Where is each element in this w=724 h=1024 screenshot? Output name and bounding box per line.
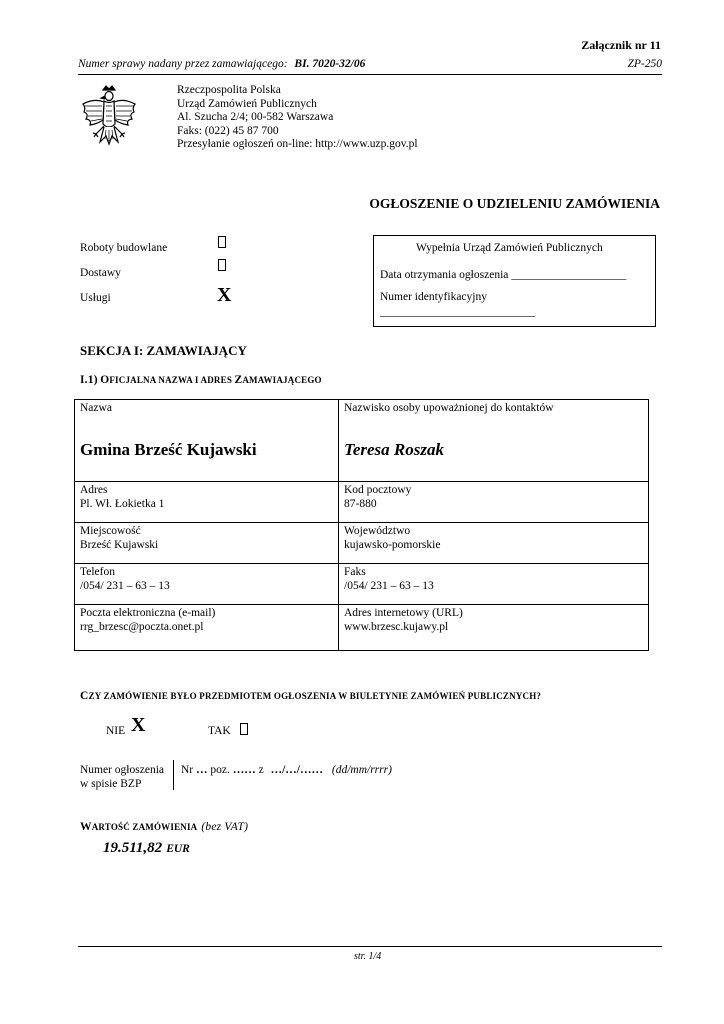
contract-value-note: (bez VAT) <box>201 821 249 833</box>
subtitle-cap: O <box>100 374 110 386</box>
table-row <box>75 523 649 564</box>
contract-value-text: ARTOŚĆ ZAMÓWIENIA <box>91 822 197 832</box>
order-type-uslugi-label: Usługi <box>80 292 111 304</box>
bzp-question-text: ZY ZAMÓWIENIE BYŁO PRZEDMIOTEM OGŁOSZENIA W BIULETYNIE ZAMÓWIEŃ PUBLICZNYCH? <box>88 691 542 701</box>
postal-cell <box>339 482 649 523</box>
contract-currency: EUR <box>166 843 190 855</box>
bzp-notice-date-format: (dd/mm/rrrr) <box>331 764 392 776</box>
office-box-id-line: ___________________________ <box>380 306 536 318</box>
name-label: Nazwa <box>80 402 112 414</box>
uslugi-selected-mark[interactable]: X <box>217 284 232 306</box>
page-title: OGŁOSZENIE O UDZIELENIU ZAMÓWIENIA <box>369 196 660 211</box>
table-row <box>75 482 649 523</box>
polish-eagle-emblem-icon <box>80 84 138 159</box>
email-cell <box>75 605 339 651</box>
bzp-question-cap: C <box>80 690 89 702</box>
contracting-authority-table <box>74 399 649 651</box>
form-code: ZP-250 <box>627 58 662 70</box>
bzp-notice-divider <box>173 760 174 790</box>
page-number: str. 1/4 <box>354 951 382 962</box>
fax-cell <box>339 564 649 605</box>
section-1-subtitle <box>80 374 322 386</box>
header-rule <box>78 74 662 75</box>
case-number-label: Numer sprawy nadany przez zamawiającego: <box>78 58 288 70</box>
case-number-value: BI. 7020-32/06 <box>294 58 366 70</box>
fax-label: Faks <box>344 566 366 578</box>
contract-value-cap: W <box>80 821 92 833</box>
contact-value: Teresa Roszak <box>344 439 444 459</box>
subtitle-cap: Z <box>234 374 243 386</box>
postal-value: 87-880 <box>344 497 377 510</box>
bzp-notice-nr: Nr <box>181 764 194 776</box>
contact-cell <box>339 400 649 482</box>
case-number-line <box>78 58 365 70</box>
table-row <box>75 400 649 482</box>
bzp-question <box>80 690 541 702</box>
province-cell <box>339 523 649 564</box>
email-value: rrg_brzesc@poczta.onet.pl <box>80 620 204 633</box>
subtitle-number: I.1) <box>80 374 98 386</box>
bzp-notice-label-line: w spisie BZP <box>80 778 142 790</box>
bzp-tak-checkbox[interactable] <box>240 723 248 735</box>
office-box-received-date: Data otrzymania ogłoszenia ____________________ <box>380 269 627 281</box>
email-label: Poczta elektroniczna (e-mail) <box>80 607 216 619</box>
name-cell <box>75 400 339 482</box>
postal-label: Kod pocztowy <box>344 484 412 496</box>
phone-value: /054/ 231 – 63 – 13 <box>80 579 170 592</box>
url-label: Adres internetowy (URL) <box>344 607 463 619</box>
bzp-nie-mark[interactable]: X <box>131 714 146 736</box>
province-value: kujawsko-pomorskie <box>344 538 441 551</box>
phone-label: Telefon <box>80 566 115 578</box>
url-value: www.brzesc.kujawy.pl <box>344 620 449 633</box>
subtitle-text: FICJALNA NAZWA I ADRES <box>109 375 235 385</box>
name-value: Gmina Brześć Kujawski <box>80 439 257 459</box>
order-type-roboty-label: Roboty budowlane <box>80 242 168 254</box>
subtitle-text: AMAWIAJĄCEGO <box>242 375 322 385</box>
contract-value-label <box>80 821 248 833</box>
office-line: Faks: (022) 45 87 700 <box>177 124 279 137</box>
bzp-notice-z: z <box>258 764 264 776</box>
office-line: Al. Szucha 2/4; 00-582 Warszawa <box>177 111 334 123</box>
attachment-number: Załącznik nr 11 <box>581 38 661 52</box>
office-box-id-label: Numer identyfikacyjny <box>380 291 487 303</box>
office-line: Urząd Zamówień Publicznych <box>177 97 317 110</box>
bzp-nie-label: NIE <box>106 725 126 737</box>
bzp-notice-poz: poz. <box>210 764 230 776</box>
bzp-notice-dots: … <box>196 764 208 776</box>
city-cell <box>75 523 339 564</box>
dostawy-checkbox[interactable] <box>218 259 226 271</box>
address-cell <box>75 482 339 523</box>
contract-value-amount <box>103 839 190 857</box>
section-1-title: SEKCJA I: ZAMAWIAJĄCY <box>80 343 247 358</box>
province-label: Województwo <box>344 525 411 537</box>
table-row <box>75 564 649 605</box>
city-label: Miejscowość <box>80 525 141 537</box>
office-box-heading: Wypełnia Urząd Zamówień Publicznych <box>416 242 603 254</box>
bzp-tak-label: TAK <box>208 725 231 737</box>
bzp-notice-number <box>181 764 392 776</box>
city-value: Brześć Kujawski <box>80 538 159 551</box>
bzp-notice-date: …/…/…… <box>270 764 323 776</box>
fax-value: /054/ 231 – 63 – 13 <box>344 579 434 592</box>
contract-amount: 19.511,82 <box>103 840 163 856</box>
office-line: Przesyłanie ogłoszeń on-line: http://www.uzp.gov.pl <box>177 138 418 150</box>
office-line: Rzeczpospolita Polska <box>177 84 281 96</box>
bzp-notice-dots: …… <box>232 764 256 776</box>
footer-rule <box>78 946 662 947</box>
contact-label: Nazwisko osoby upoważnionej do kontaktów <box>344 402 554 414</box>
phone-cell <box>75 564 339 605</box>
bzp-notice-label <box>80 763 164 791</box>
address-label: Adres <box>80 484 108 496</box>
table-row <box>75 605 649 651</box>
url-cell <box>339 605 649 651</box>
bzp-notice-label-line: Numer ogłoszenia <box>80 764 164 776</box>
order-type-dostawy-label: Dostawy <box>80 267 121 279</box>
address-value: Pl. Wł. Łokietka 1 <box>80 497 165 510</box>
office-address-block <box>177 84 418 152</box>
roboty-checkbox[interactable] <box>218 236 226 248</box>
